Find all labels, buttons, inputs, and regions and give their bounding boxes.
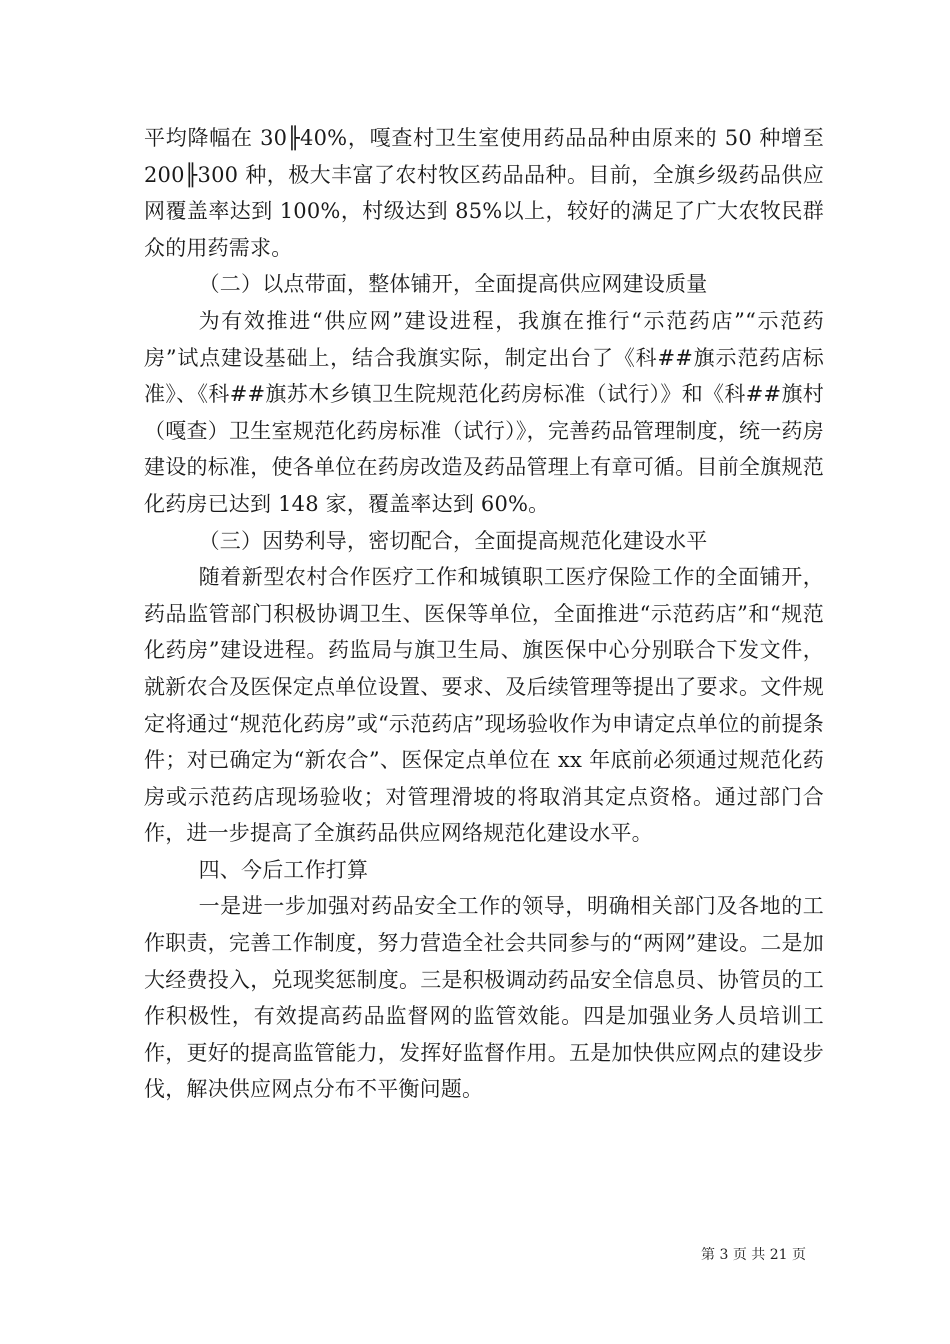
paragraph-supply-network-standards: 为有效推进“供应网”建设进程，我旗在推行“示范药店”“示范药房”试点建设基础上，结合我旗实际，制定出台了《科##旗示范药店标准》、《科##旗苏木乡镇卫生院规范化药房标准（试行）》和《科##旗村（嘎查）卫生室规范化药房标准（试行）》，完善药品管理制度，统一药房建设的标准，使各单位在药房改造及药品管理上有章可循。目前全旗规范化药房已达到 148 家，覆盖率达到 60%。 — [144, 308, 824, 516]
page-number-footer: 第 3 页 共 21 页 — [701, 1247, 806, 1263]
heading-section-2: （二）以点带面，整体铺开，全面提高供应网建设质量 — [198, 272, 708, 297]
paragraph-standardization-cooperation: 随着新型农村合作医疗工作和城镇职工医疗保险工作的全面铺开，药品监管部门积极协调卫生、医保等单位，全面推进“示范药店”和“规范化药房”建设进程。药监局与旗卫生局、旗医保中心分别联合下发文件，就新农合及医保定点单位设置、要求、及后续管理等提出了要求。文件规定将通过“规范化药房”或“示范药店”现场验收作为申请定点单位的前提条件；对已确定为“新农合”、医保定点单位在 xx 年底前必须通过规范化药房或示范药店现场验收；对管理滑坡的将取消其定点资格。通过部门合作，进一步提高了全旗药品供应网络规范化建设水平。 — [144, 565, 824, 846]
heading-section-3: （三）因势利导，密切配合，全面提高规范化建设水平 — [198, 528, 708, 553]
document-body — [144, 120, 824, 1108]
paragraph-drug-price-reduction: 平均降幅在 30╟40%，嘎查村卫生室使用药品品种由原来的 50 种增至 200╟300 种，极大丰富了农村牧区药品品种。目前，全旗乡级药品供应网覆盖率达到 100%，村级达到 85%以上，较好的满足了广大农牧民群众的用药需求。 — [144, 126, 824, 260]
heading-future-plans: 四、今后工作打算 — [198, 857, 369, 882]
paragraph-future-plans: 一是进一步加强对药品安全工作的领导，明确相关部门及各地的工作职责，完善工作制度，努力营造全社会共同参与的“两网”建设。二是加大经费投入，兑现奖惩制度。三是积极调动药品安全信息员、协管员的工作积极性，有效提高药品监督网的监管效能。四是加强业务人员培训工作，更好的提高监管能力，发挥好监督作用。五是加快供应网点的建设步伐，解决供应网点分布不平衡问题。 — [144, 894, 824, 1102]
